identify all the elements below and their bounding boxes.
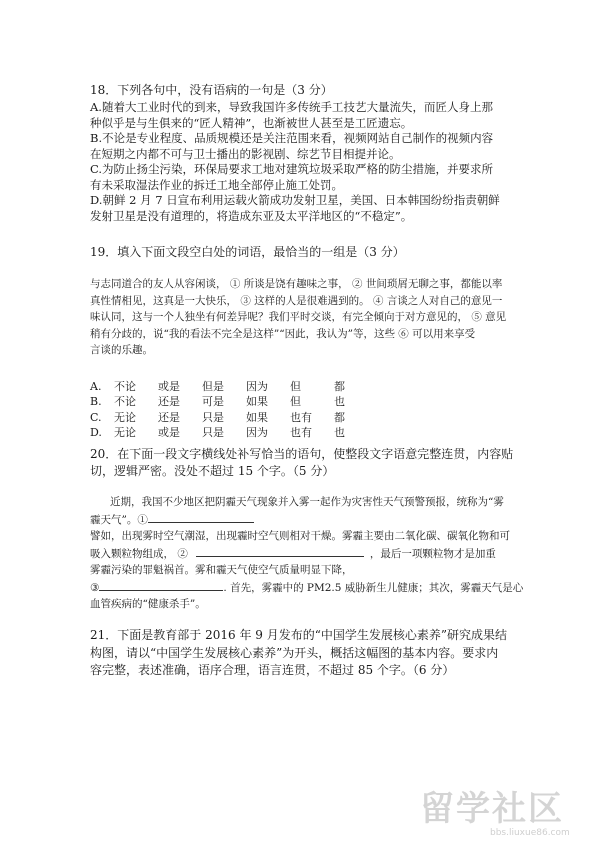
question-20-title: 切，逻辑严密。没处不超过 15 个字。（5 分）: [90, 464, 335, 478]
site-watermark: [420, 790, 590, 844]
q20-text: ，最后一项颗粒物才是加重: [369, 547, 496, 560]
question-19-title: 19．填入下面文段空白处的词语，最恰当的一组是（3 分）: [90, 245, 405, 259]
q18-line: 种似乎是与生俱来的“匠人精神”，也渐被世人甚至是工匠遗忘。: [90, 115, 413, 130]
q19-option-c: [90, 410, 530, 426]
option-word: 只是: [202, 410, 224, 424]
question-18: [90, 83, 530, 224]
question-21-line: 21．下面是教育部于 2016 年 9 月发布的“中国学生发展核心素养”研究成果结: [90, 628, 507, 642]
option-word: 不论: [114, 379, 136, 393]
answer-blank-2[interactable]: [196, 545, 364, 557]
q19-option-a: [90, 379, 530, 395]
option-word: 也有: [290, 410, 312, 424]
question-21-line: 容完整，表述准确，语序合理，语言连贯，不超过 85 个字。（6 分）: [90, 663, 455, 677]
question-18-options: [90, 100, 530, 224]
q19-passage-line: 稍有分歧的，说“我的看法不完全是这样”“因此，我认为”等，这些 ⑥ 可以用来享受: [90, 327, 476, 340]
option-word: 但: [290, 379, 301, 393]
option-word: 还是: [158, 410, 180, 424]
q19-passage-line: 味认同，这与一个人独坐有何差异呢？我们平时交谈，有完全倾向于对方意见的， ⑤ 意见: [90, 311, 507, 323]
option-word: 只是: [202, 426, 224, 439]
question-19-passage: [90, 276, 530, 359]
option-label: D.: [90, 426, 102, 439]
q20-passage-line: 譬如，出现雾时空气潮湿，出现霾时空气则相对干燥。雾霾主要由二氧化碳、碳氧化物和可: [90, 530, 510, 542]
option-label: B.: [90, 395, 102, 408]
option-word: 也: [334, 395, 345, 408]
option-word: 如果: [246, 410, 268, 424]
q20-passage-line: 雾霾污染的罪魁祸首。雾和霾天气使空气质量明显下降，: [90, 564, 353, 576]
q19-option-d: [90, 425, 530, 441]
q20-passage-line: 血管疾病的“健康杀手”。: [90, 598, 206, 610]
question-20: [90, 446, 530, 613]
q20-passage-line: [90, 579, 530, 597]
q18-line: 有未采取湿法作业的拆迁工地全部停止施工处罚。: [90, 177, 343, 192]
option-word: 都: [334, 410, 345, 424]
question-21-line: 构图，请以“中国学生发展核心素养”为开头，概括这幅图的基本内容。要求内: [90, 645, 499, 660]
option-word: 但是: [202, 379, 224, 393]
q18-line: A.随着大工业时代的到来，导致我国许多传统手工技艺大量流失，而匠人身上那: [90, 100, 493, 114]
option-word: 或是: [158, 379, 180, 393]
option-label: C.: [90, 410, 102, 424]
q20-text: . 首先，雾霾中的 PM2.5 威胁新生儿健康；其次，雾霾天气是心: [223, 581, 524, 594]
question-19-options: [90, 379, 530, 441]
question-21: [90, 627, 530, 680]
q18-line: C.为防止扬尘污染，环保局要求工地对建筑垃圾采取严格的防尘措施，并要求所: [90, 162, 494, 176]
answer-blank-1[interactable]: [148, 511, 254, 523]
q20-text: 吸入颗粒物组成， ②: [90, 547, 188, 560]
option-word: 因为: [246, 379, 268, 393]
q18-line: D.朝鲜 2 月 7 日宣布利用运载火箭成功发射卫星，美国、日本韩国纷纷指责朝鲜: [90, 193, 500, 207]
option-word: 可是: [202, 395, 224, 408]
question-18-title: 18．下列各句中，没有语病的一句是（3 分）: [90, 83, 333, 97]
option-word: 也: [334, 426, 345, 439]
q19-passage-line: 真性情相见，这真是一大快乐， ③ 这样的人是很难遇到的。 ④ 言谈之人对自己的意见一: [90, 294, 503, 307]
option-word: 无论: [114, 410, 136, 424]
q18-line: 在短期之内都不可与卫士播出的影视剧、综艺节目相提并论。: [90, 146, 401, 161]
option-word: 或是: [158, 426, 180, 439]
q18-line: B.不论是专业程度、品质规模还是关注范围来看，视频网站自己制作的视频内容: [90, 131, 494, 145]
question-20-title: 20．在下面一段文字横线处补写恰当的语句，使整段文字语意完整连贯，内容贴: [90, 447, 514, 461]
q19-option-b: [90, 394, 530, 410]
q19-passage-line: 言谈的乐趣。: [90, 344, 153, 356]
q20-text: ③: [90, 581, 100, 594]
q20-passage-line: [90, 511, 530, 529]
q20-passage-line: 近期，我国不少地区把阴霾天气现象并入雾一起作为灾害性天气预警预报，统称为“雾: [110, 496, 504, 508]
q20-text: 霾天气”。①: [90, 513, 148, 526]
q19-passage-line: 与志同道合的友人从容闲谈， ① 所谈是饶有趣味之事， ② 世间琐屑无聊之事，都能以率: [90, 278, 503, 290]
q18-line: 发射卫星是没有道理的，将造成东亚及太平洋地区的“不稳定”。: [90, 208, 413, 223]
question-20-passage: [90, 494, 530, 613]
option-word: 也有: [290, 426, 312, 439]
option-word: 因为: [246, 426, 268, 439]
option-word: 无论: [114, 426, 136, 439]
option-word: 不论: [114, 395, 136, 408]
option-word: 但: [290, 395, 301, 408]
option-word: 如果: [246, 395, 268, 408]
watermark-url: bbs.liuxue86.com: [490, 828, 570, 838]
answer-blank-3[interactable]: [99, 579, 223, 591]
watermark-logo: 留学社区: [420, 789, 564, 829]
option-word: 还是: [158, 395, 180, 408]
option-label: A.: [90, 379, 102, 393]
option-word: 都: [334, 379, 345, 393]
question-19: [90, 245, 530, 441]
q20-passage-line: [90, 545, 530, 563]
